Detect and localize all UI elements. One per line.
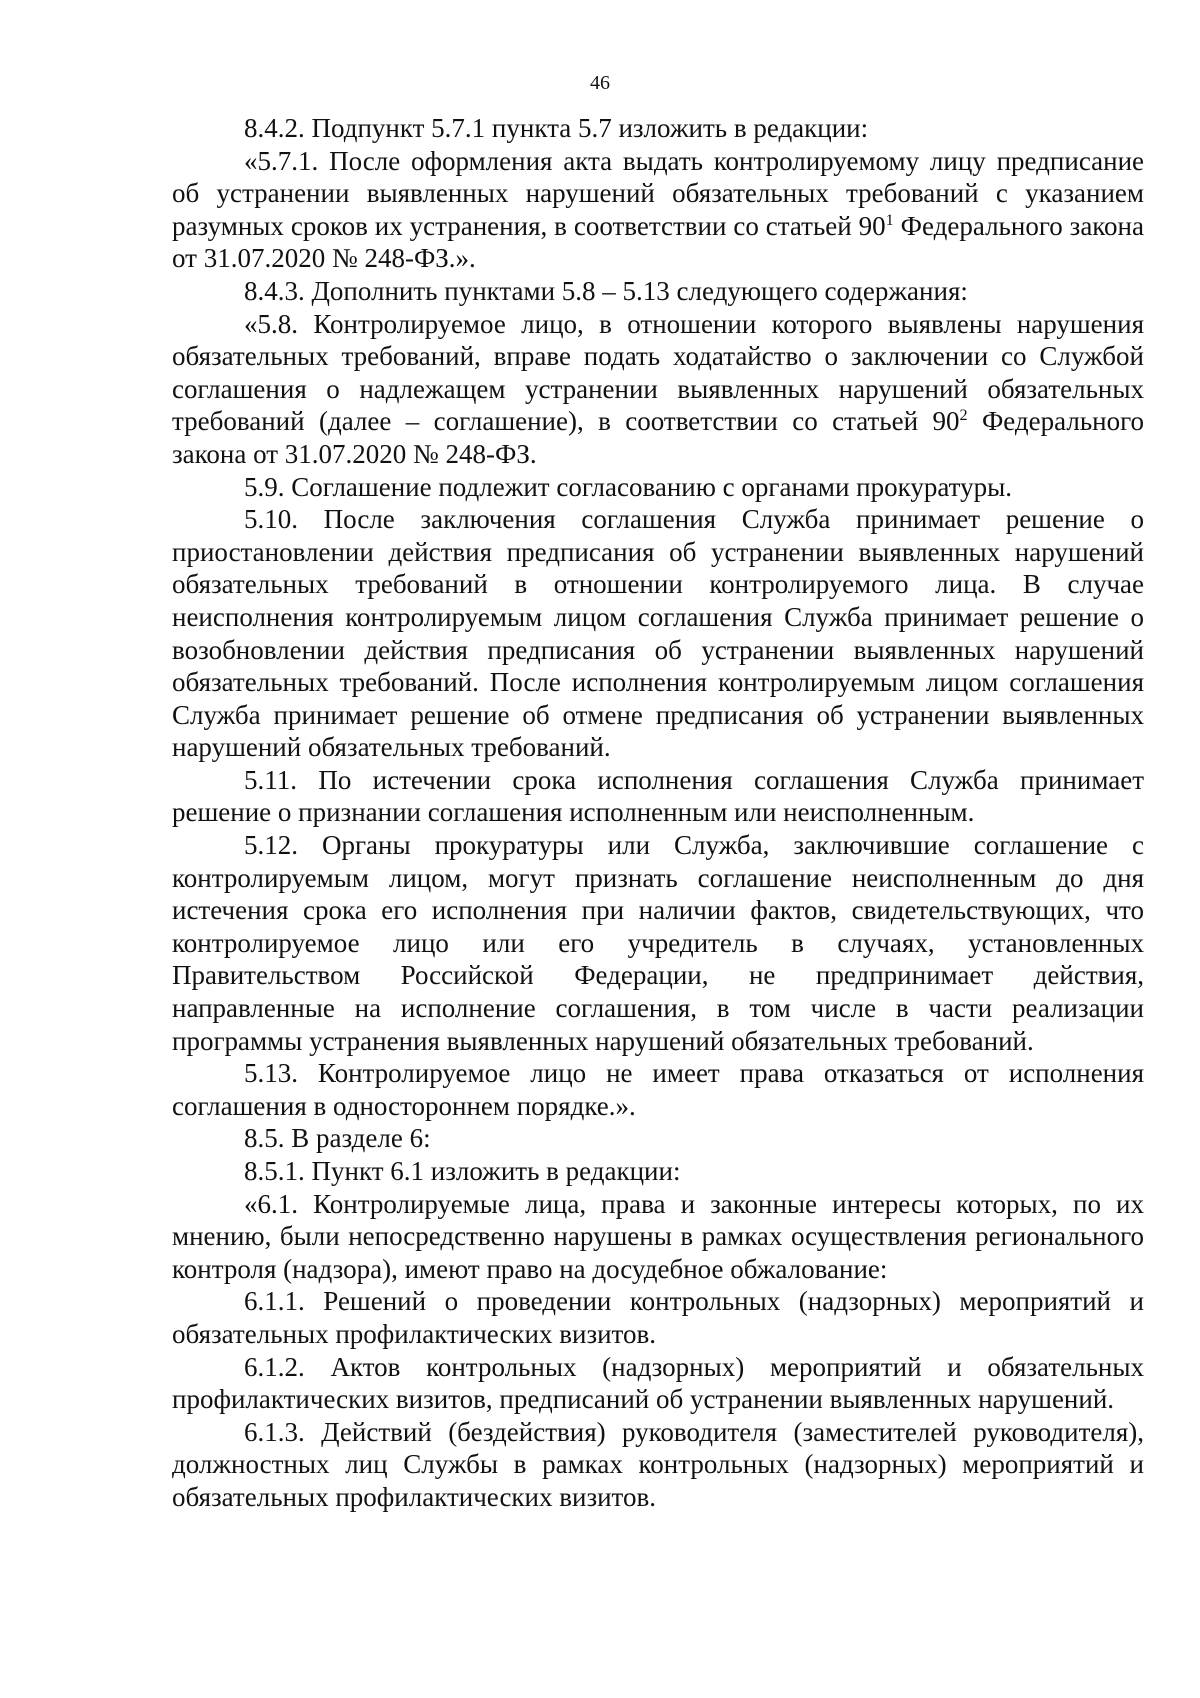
paragraph-6-1-1: 6.1.1. Решений о проведении контрольных (надзорных) мероприятий и обязательных профилактических визитов. [172, 1286, 1144, 1349]
paragraph-5-8: «5.8. Контролируемое лицо, в отношении которого выявлены нарушения обязательных требований, вправе подать ходатайство о заключении со Службой соглашения о надлежащем устранении выявленных нарушений обязательных требований (далее – соглашение), в соответствии со статьей $90^2$ Федерального закона от 31.07.2020 № 248-ФЗ. [172, 308, 1144, 469]
paragraph-6-1-2: 6.1.2. Актов контрольных (надзорных) мероприятий и обязательных профилактических визитов, предписаний об устранении выявленных нарушений. [172, 1351, 1144, 1415]
paragraph-6-1-3: 6.1.3. Действий (бездействия) руководителя (заместителей руководителя), должностных лиц Службы в рамках контрольных (надзорных) мероприятий и обязательных профилактических визитов. [172, 1416, 1144, 1512]
paragraph-8-4-3: 8.4.3. Дополнить пунктами 5.8 – 5.13 следующего содержания: [244, 275, 968, 306]
document-body [172, 112, 1144, 1514]
paragraph-8-5: 8.5. В разделе 6: [244, 1123, 431, 1154]
paragraph-5-11: 5.11. По истечении срока исполнения соглашения Служба принимает решение о признании соглашения исполненным или неисполненным. [172, 764, 1144, 828]
paragraph-8-5-1: 8.5.1. Пункт 6.1 изложить в редакции: [244, 1156, 681, 1186]
paragraph-6-1: «6.1. Контролируемые лица, права и законные интересы которых, по их мнению, были непосредственно нарушены в рамках осуществления регионального контроля (надзора), имеют право на досудебное обжалование: [172, 1188, 1144, 1284]
paragraph-8-4-2: 8.4.2. Подпункт 5.7.1 пункта 5.7 изложить в редакции: [244, 113, 869, 143]
paragraph-5-12: 5.12. Органы прокуратуры или Служба, заключившие соглашение с контролируемым лицом, могут признать соглашение неисполненным до дня истечения срока его исполнения при наличии фактов, свидетельствующих, что контролируемое лицо или его учредитель в случаях, установленных Правительством Российской Федерации, не предпринимает действия, направленные на исполнение соглашения, в том числе в части реализации программы устранения выявленных нарушений обязательных требований. [172, 830, 1144, 1056]
footnote-sup: 1 [885, 210, 894, 229]
footnote-sup: 2 [959, 406, 968, 425]
paragraph-5-7-1: «5.7.1. После оформления акта выдать контролируемому лицу предписание об устранении выявленных нарушений обязательных требований с указанием разумных сроков их устранения, в соответствии со статьей $90^1$ Федерального закона от 31.07.2020 № 248-ФЗ.». [172, 145, 1144, 274]
paragraph-5-13: 5.13. Контролируемое лицо не имеет права отказаться от исполнения соглашения в одностороннем порядке.». [172, 1058, 1144, 1121]
paragraph-5-9: 5.9. Соглашение подлежит согласованию с органами прокуратуры. [244, 471, 1012, 502]
paragraph-5-10: 5.10. После заключения соглашения Служба принимает решение о приостановлении действия предписания об устранении выявленных нарушений обязательных требований в отношении контролируемого лица. В случае неисполнения контролируемым лицом соглашения Служба принимает решение о возобновлении действия предписания об устранении выявленных нарушений обязательных требований. После исполнения контролируемым лицом соглашения Служба принимает решение об отмене предписания об устранении выявленных нарушений обязательных требований. [172, 504, 1144, 763]
page-number: 46 [590, 72, 610, 94]
